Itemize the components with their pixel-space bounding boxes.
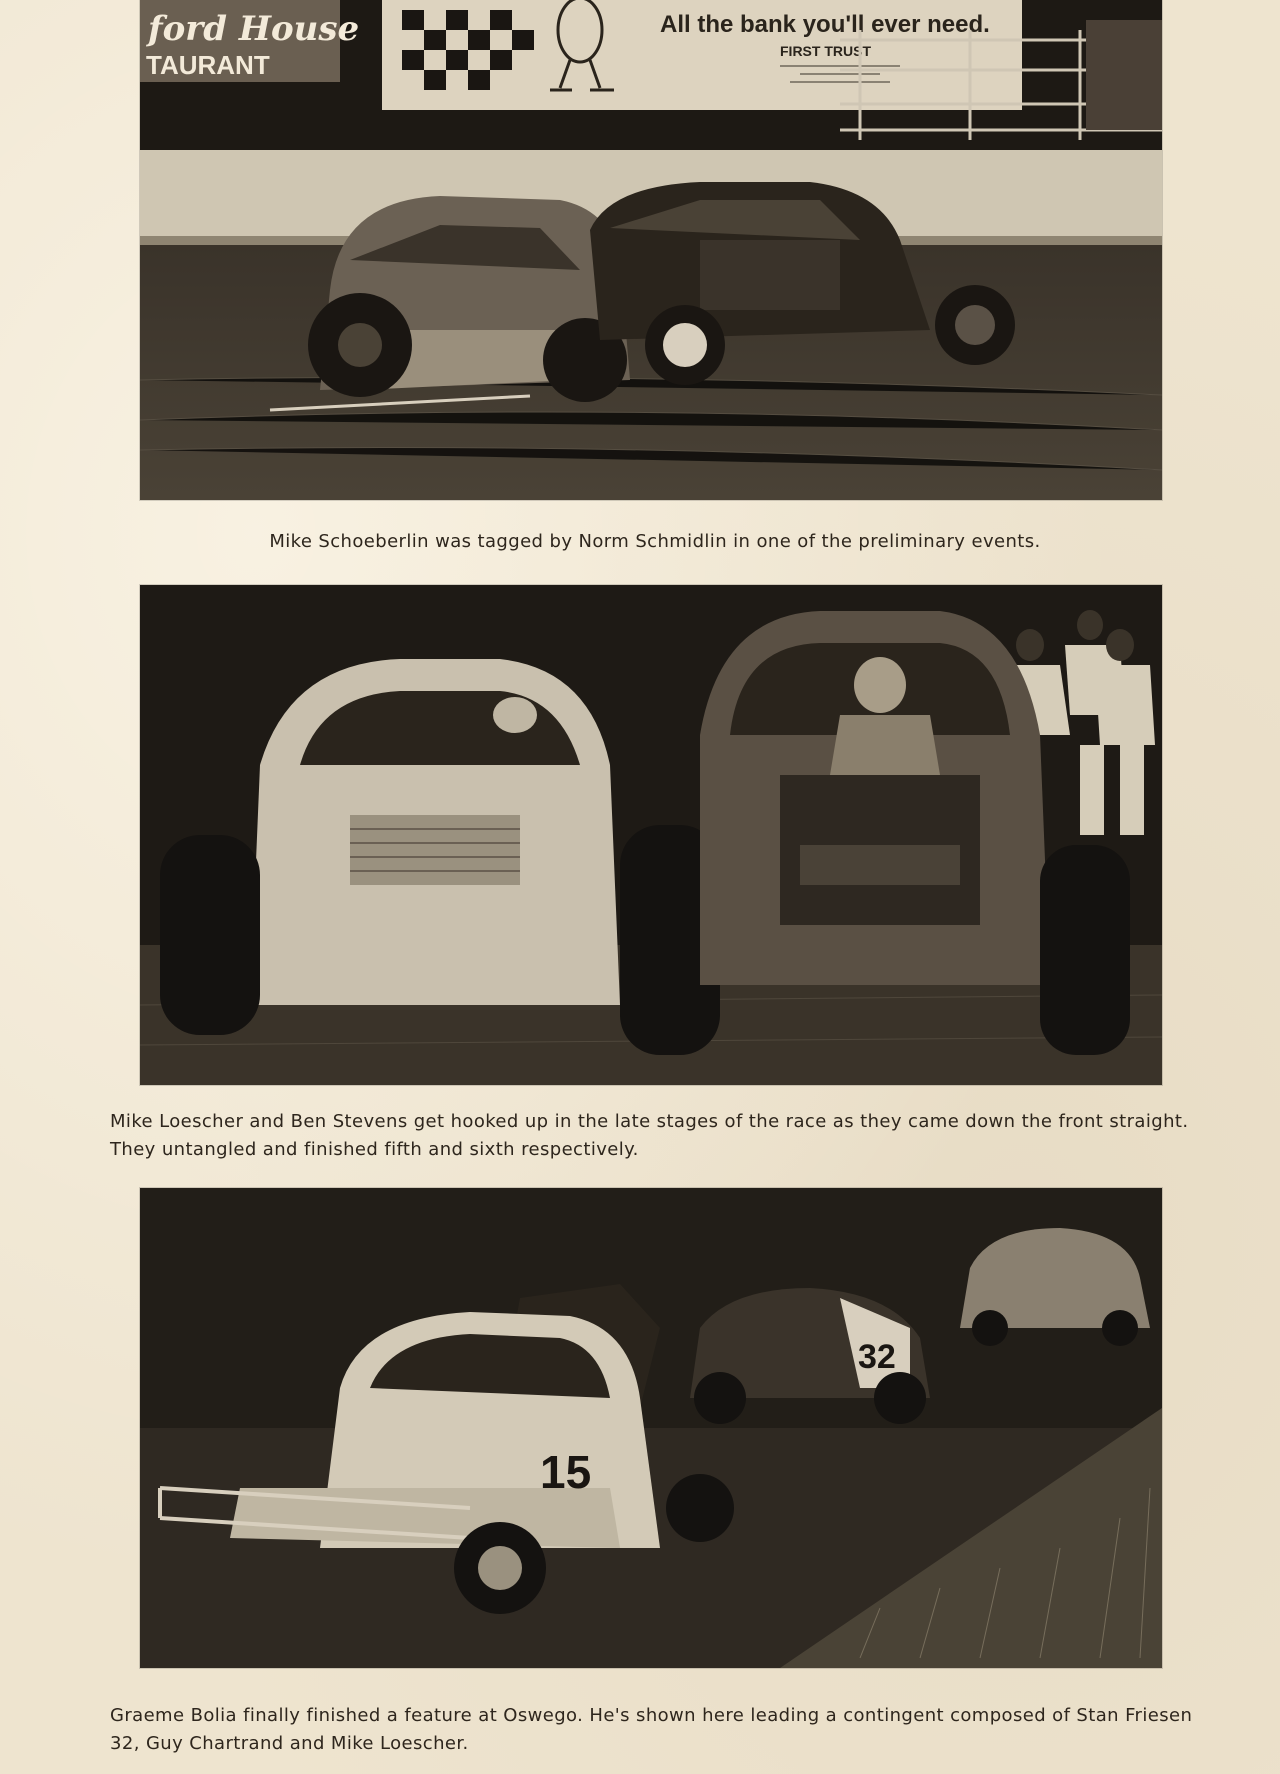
caption-photo-1: Mike Schoeberlin was tagged by Norm Schmidlin in one of the preliminary events. [269,531,1041,552]
car-number-15: 15 [540,1446,592,1498]
restaurant-sign-line1: ford House [148,9,360,49]
car-number-32: 32 [858,1338,896,1376]
restaurant-sign-line2: TAURANT [146,50,270,80]
caption-photo-3: Graeme Bolia finally finished a feature at Oswego. He's shown here leading a contingent composed of Stan Friesen 32, Guy Chartrand and Mike Loescher. [110,1705,1193,1754]
bank-slogan: All the bank you'll ever need. [660,11,990,38]
photo-feature-race-leader [140,1188,1162,1668]
photo-crashed-cars-wall [140,0,1162,500]
photo-hooked-cars-front-straight [140,585,1162,1085]
bank-name: FIRST TRUST [780,43,871,59]
caption-photo-2: Mike Loescher and Ben Stevens get hooked up in the late stages of the race as they came down the front straight. They untangled and finished fifth and sixth respectively. [110,1111,1189,1160]
